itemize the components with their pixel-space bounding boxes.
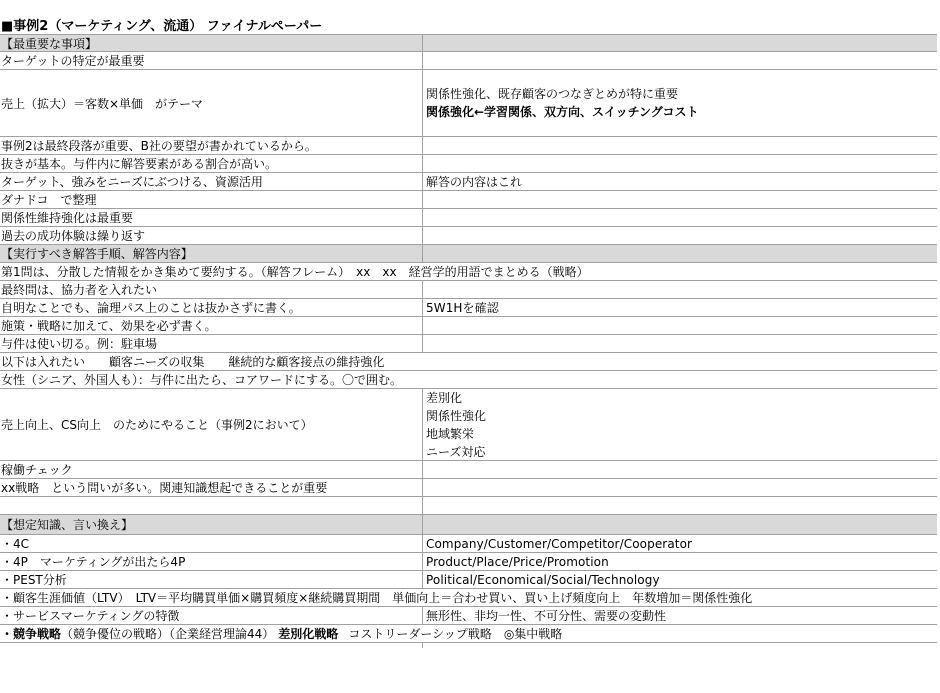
cell-b: Political/Economical/Social/Technology <box>422 571 937 588</box>
table-row <box>0 299 937 317</box>
cell-a <box>0 497 422 514</box>
page-background <box>0 648 940 693</box>
table-row <box>0 173 937 191</box>
cell-b-line: 関係性強化、既存顧客のつなぎとめが特に重要 <box>426 87 679 101</box>
cell-a <box>0 625 937 642</box>
section-header-important <box>0 34 937 52</box>
table-row <box>0 263 937 281</box>
spreadsheet <box>0 14 937 661</box>
cell-b <box>422 479 937 496</box>
cell-a: ターゲット、強みをニーズにぶつける、資源活用 <box>1 175 263 189</box>
table-row <box>0 589 937 607</box>
cell-a: 売上向上、CS向上 のためにやること（事例2において） <box>1 418 313 432</box>
cell-b <box>422 281 937 298</box>
cell-a: 稼働チェック <box>1 463 73 477</box>
table-row <box>0 191 937 209</box>
table-row <box>0 389 937 461</box>
cell-b: Product/Place/Price/Promotion <box>422 553 937 570</box>
cell-a: 施策・戦略に加えて、効果を必ず書く。 <box>1 319 217 333</box>
section-header-knowledge <box>0 515 937 535</box>
section-header-procedure <box>0 245 937 263</box>
table-row <box>0 371 937 389</box>
cell-b-line: 差別化 <box>426 391 463 405</box>
table-row <box>0 155 937 173</box>
cell-b <box>422 52 937 69</box>
table-row <box>0 553 937 571</box>
cell-a: 以下は入れたい 顧客ニーズの収集 継続的な顧客接点の維持強化 <box>1 355 385 369</box>
section-label: 【実行すべき解答手順、解答内容】 <box>1 247 193 261</box>
cell-b: 解答の内容はこれ <box>422 173 937 190</box>
cell-a: 女性（シニア、外国人も）：与件に出たら、コアワードにする。〇で囲む。 <box>1 373 403 387</box>
table-row <box>0 227 937 245</box>
cell-b-line: ニーズ対応 <box>426 445 486 459</box>
cell-b <box>422 191 937 208</box>
table-row <box>0 535 937 553</box>
section-label: 【最重要な事項】 <box>1 36 98 51</box>
cell-a: 第1問は、分散した情報をかき集めて要約する。（解答フレーム） xx xx 経営学的用語でまとめる（戦略） <box>1 265 589 279</box>
cell-a: 過去の成功体験は繰り返す <box>1 229 146 243</box>
cell-b-line: 関係強化←学習関係、双方向、スイッチングコスト <box>426 105 699 119</box>
cell-b <box>422 335 937 352</box>
cell-b <box>422 227 937 244</box>
cell-b <box>422 497 937 514</box>
table-row <box>0 137 937 155</box>
table-row <box>0 70 937 137</box>
cell-b <box>422 461 937 478</box>
table-row <box>0 625 937 643</box>
section-label: 【想定知識、言い換え】 <box>1 518 134 532</box>
cell-a: ターゲットの特定が最重要 <box>1 54 145 68</box>
cell-a: ・サービスマーケティングの特徴 <box>1 609 180 623</box>
cell-a: 事例2は最終段落が重要、B社の要望が書かれているから。 <box>1 139 317 153</box>
cell-b <box>422 155 937 172</box>
cell-a: ・PEST分析 <box>1 573 67 587</box>
title-row <box>0 14 937 34</box>
cell-b <box>422 209 937 226</box>
cell-text: （競争優位の戦略）（企業経営理論44） <box>61 627 275 641</box>
cell-b: 5W1Hを確認 <box>422 299 937 316</box>
cell-a: ダナドコ で整理 <box>1 193 97 207</box>
cell-a: 与件は使い切る。例：駐車場 <box>1 337 158 351</box>
cell-b <box>422 70 937 136</box>
cell-a: xx戦略 という問いが多い。関連知識想起できることが重要 <box>1 481 328 495</box>
cell-text-bold: 差別化戦略 <box>278 627 339 641</box>
table-row <box>0 497 937 515</box>
cell-b-line: 地域繁栄 <box>426 427 475 441</box>
cell-a: 最終問は、協力者を入れたい <box>1 283 158 297</box>
cell-a: 抜きが基本。与件内に解答要素がある割合が高い。 <box>1 157 278 171</box>
cell-a: 売上（拡大）＝客数×単価 がテーマ <box>1 96 204 111</box>
cell-b <box>422 137 937 154</box>
page-title: ■事例2（マーケティング、流通） ファイナルペーパー <box>1 18 323 34</box>
cell-text-bold: ・競争戦略 <box>1 627 62 641</box>
cell-a: 関係性維持強化は最重要 <box>1 211 134 225</box>
table-row <box>0 461 937 479</box>
cell-a: ・4P マーケティングが出たら4P <box>1 555 186 569</box>
cell-a: ・顧客生涯価値（LTV） LTV＝平均購買単価×購買頻度×継続購買期間 単価向上＝合わせ買い、買い上げ頻度向上 年数増加＝関係性強化 <box>1 591 753 605</box>
cell-b <box>422 389 937 460</box>
table-row <box>0 317 937 335</box>
table-row <box>0 52 937 70</box>
cell-b <box>422 317 937 334</box>
cell-b: Company/Customer/Competitor/Cooperator <box>422 535 937 552</box>
table-row <box>0 479 937 497</box>
cell-a: ・4C <box>1 537 30 551</box>
table-row <box>0 281 937 299</box>
cell-a: 自明なことでも、論理パス上のことは抜かさずに書く。 <box>1 301 301 315</box>
table-row <box>0 335 937 353</box>
cell-b-line: 関係性強化 <box>426 409 487 423</box>
cell-text: コストリーダーシップ戦略 ◎集中戦略 <box>348 627 563 641</box>
table-row <box>0 571 937 589</box>
table-row <box>0 353 937 371</box>
table-row <box>0 607 937 625</box>
table-row <box>0 209 937 227</box>
cell-b: 無形性、非均一性、不可分性、需要の変動性 <box>422 607 937 624</box>
